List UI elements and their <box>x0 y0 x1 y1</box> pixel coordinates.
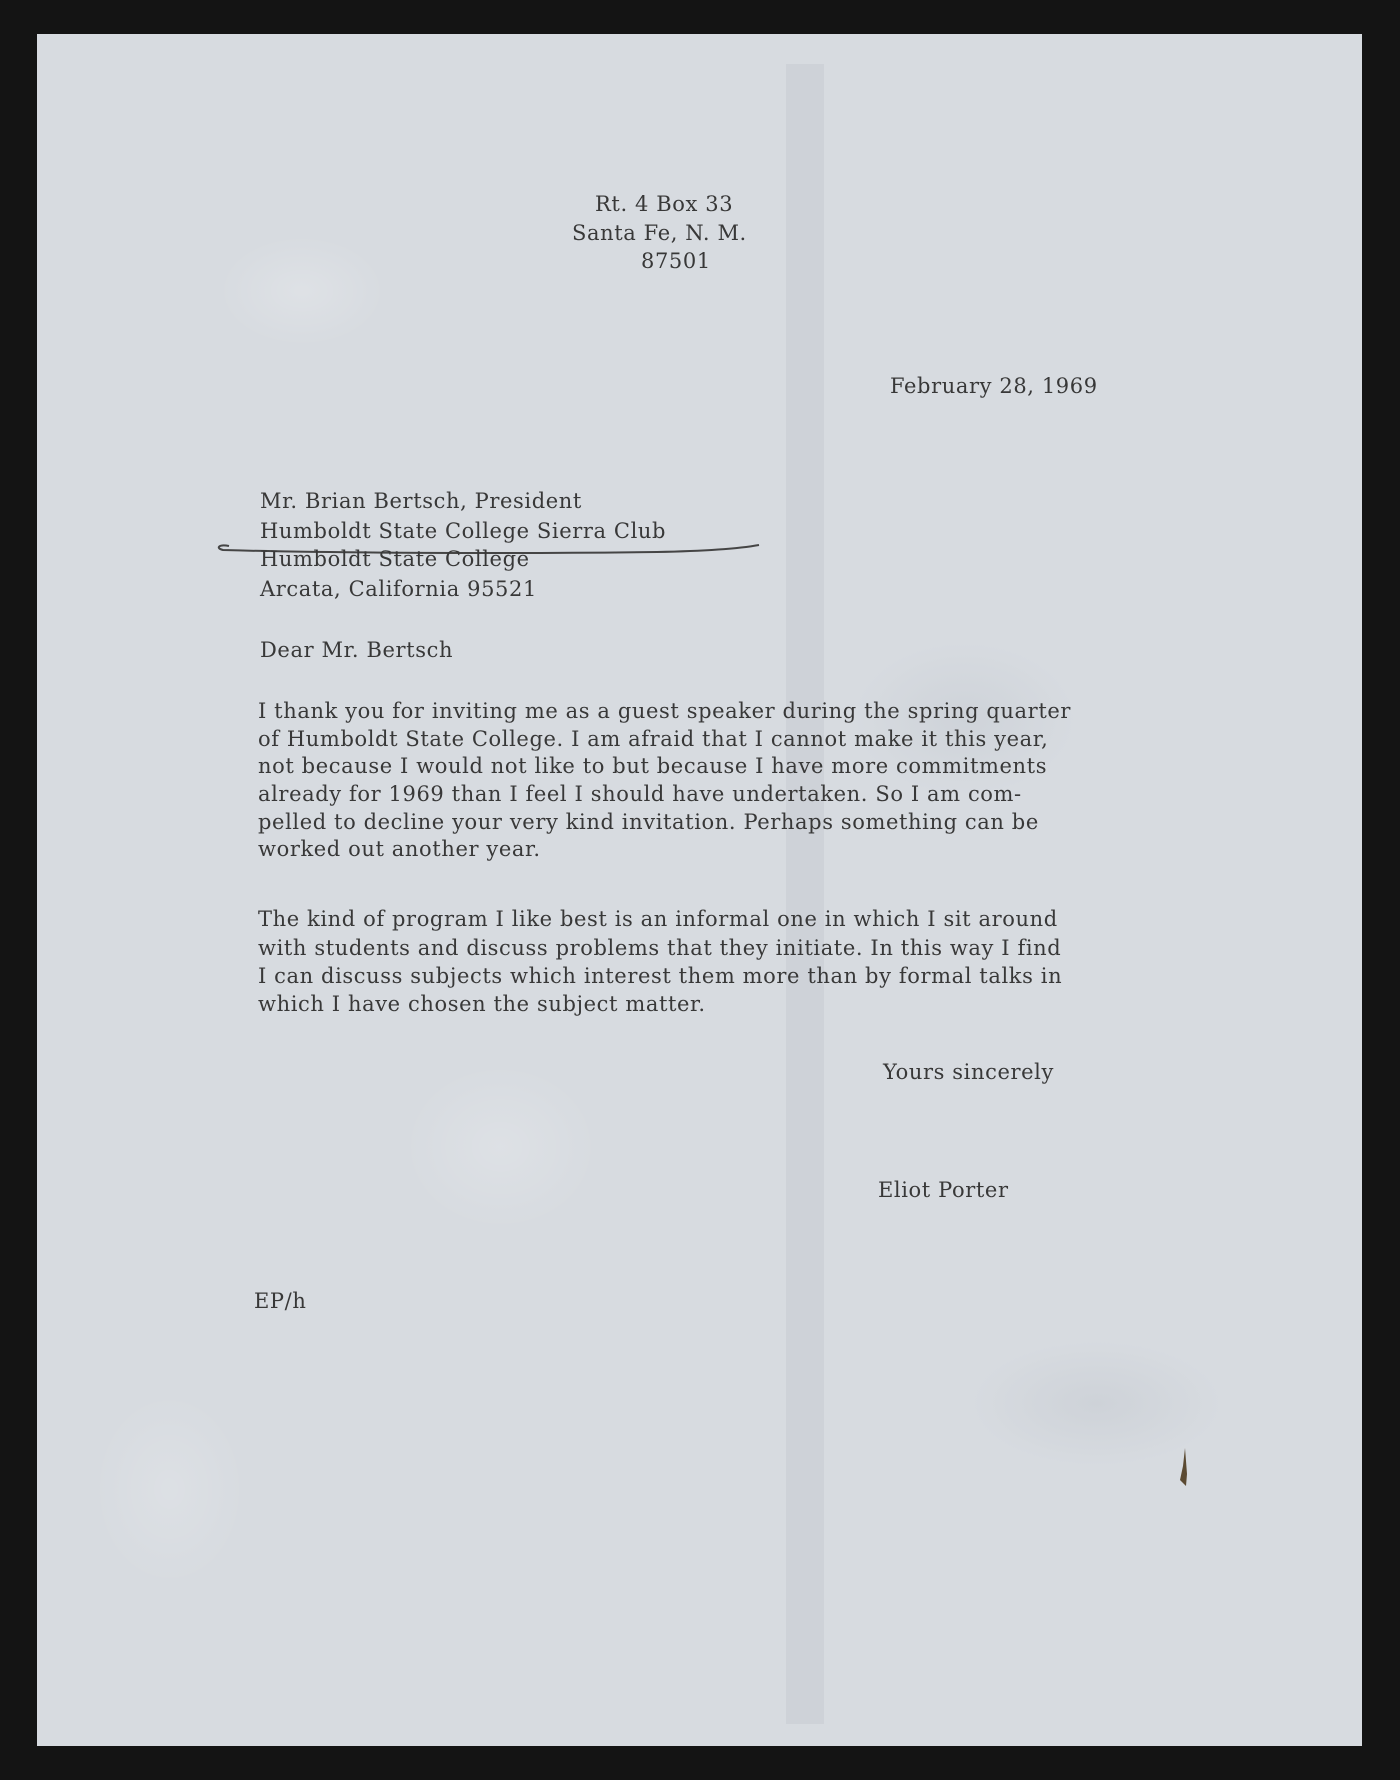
return-address-line-3: 87501 <box>641 249 711 273</box>
paragraph-1-line: pelled to decline your very kind invitation. Perhaps something can be <box>258 810 1039 834</box>
paragraph-2-line: which I have chosen the subject matter. <box>258 992 706 1016</box>
ink-speck <box>1177 1446 1191 1490</box>
paragraph-2-line: with students and discuss problems that they initiate. In this way I find <box>258 936 1062 960</box>
paragraph-1-line: already for 1969 than I feel I should have undertaken. So I am com- <box>258 782 1022 806</box>
reference-initials: EP/h <box>254 1289 307 1313</box>
recipient-organization: Humboldt State College Sierra Club <box>260 519 667 543</box>
return-address-line-1: Rt. 4 Box 33 <box>595 192 734 216</box>
return-address-line-2: Santa Fe, N. M. <box>572 221 747 245</box>
closing: Yours sincerely <box>883 1060 1054 1084</box>
watermark-strip <box>782 64 828 1724</box>
recipient-name-title: Mr. Brian Bertsch, President <box>260 489 582 513</box>
signature-name: Eliot Porter <box>878 1178 1009 1202</box>
paragraph-2-line: I can discuss subjects which interest them more than by formal talks in <box>258 964 1063 988</box>
paragraph-1-line: not because I would not like to but because I have more commitments <box>258 754 1048 778</box>
paragraph-1-line: worked out another year. <box>258 837 541 861</box>
letter-date: February 28, 1969 <box>890 374 1098 398</box>
paragraph-1-line: I thank you for inviting me as a guest speaker during the spring quarter <box>258 699 1072 723</box>
paragraph-1-line: of Humboldt State College. I am afraid that I cannot make it this year, <box>258 727 1049 751</box>
recipient-institution: Humboldt State College <box>260 547 530 571</box>
letter-page <box>37 34 1362 1746</box>
paragraph-2-line: The kind of program I like best is an informal one in which I sit around <box>258 907 1058 931</box>
recipient-address: Arcata, California 95521 <box>260 577 537 601</box>
salutation: Dear Mr. Bertsch <box>260 638 454 662</box>
